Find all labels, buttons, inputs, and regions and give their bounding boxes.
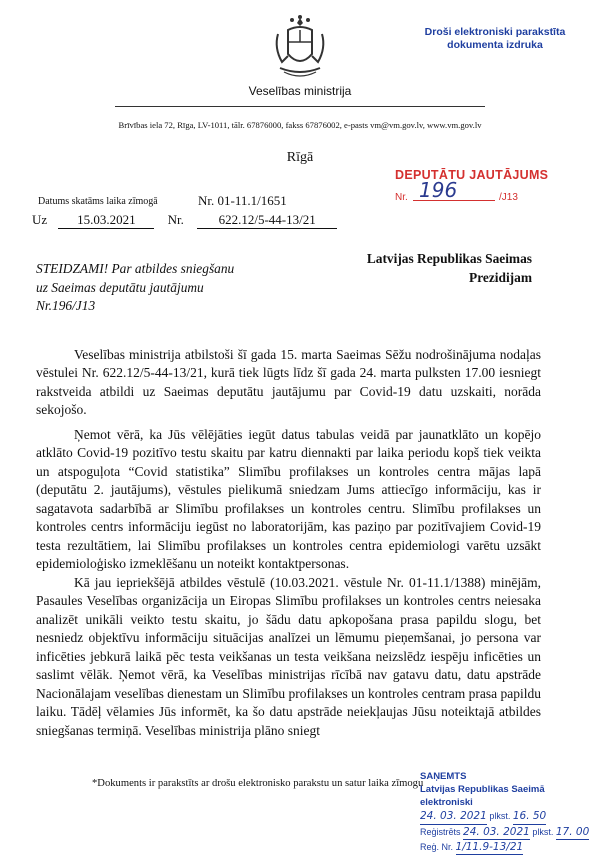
registered-date: 24. 03. 2021	[463, 825, 530, 840]
deputy-stamp-underline	[413, 200, 495, 201]
received-time: 16. 50	[513, 809, 546, 824]
subject-line3: Nr.196/J13	[36, 298, 96, 313]
body-paragraph-3: Kā jau iepriekšējā atbildes vēstulē (10.03.2021. vēstule Nr. 01-11.1/1388) minējām, Pasaules Veselības organizācija un Eiropas Slimību profilakses un kontroles centrs neiesaka analizēt unikāli veikto testu skaitu, jo šādu datu apkopošana prasa papildu slogu, bet nesniedz objektīvu informāciju situācijas analīzei un lēmumu pieņemšanai, jo persona var inficēties jebkurā laikā pēc testa veikšanas un testa veikšana neizslēdz iespēju inficēties un saslimt vēlāk. Ņemot vērā, ka Veselības ministrijas rīcībā nav gatavu datu, datu apstrāde Nacionālajam veselības dienestam un Slimību profilakses un kontroles centram prasa papildu laiku. Tādēļ vēlamies Jūs informēt, ka šo datu apstrāde neiekļaujas Jūsu noteiktajā atbildes sniegšanas termiņā. Veselības ministrija plāno sniegt	[36, 574, 541, 738]
deputy-stamp-number: 196	[419, 178, 458, 202]
received-title: SAŅEMTS	[420, 771, 467, 782]
date-label: Datums skatāms laika zīmogā	[38, 196, 158, 207]
body-paragraph-2: Ņemot vērā, ka Jūs vēlējāties iegūt datus tabulas veidā par jaunatklāto un kopējo atklāto Covid-19 pozitīvo testu skaitu par katru diennakti par laika periodu kopš tiek veikta un atspoguļota “Covid statistika” Slimību profilakses un kontroles centra mājas lapā (deputātu 2. jautājums), vēstules pielikumā sniedzam Jums attiecīgo informāciju, kas ir sagatavota sadarbībā ar Slimību profilakses un kontroles centru. Slimību profilakses un kontroles centrs informāciju iegūst no laboratorijām, kas paziņo par pozitīvajiem Covid-19 testa rezultātiem, lai Slimību profilakses un kontroles centra epidemiologi varētu uzsākt epidemioloģisko izmeklēšanu un noteikt kontaktpersonas.	[36, 426, 541, 572]
reference-number: 622.12/5-44-13/21	[197, 212, 337, 229]
subject-line1: STEIDZAMI! Par atbildes sniegšanu	[36, 261, 235, 276]
uz-label: Uz	[32, 212, 48, 227]
reference-row	[32, 212, 337, 229]
recipient-line1: Latvijas Republikas Saeimas	[366, 251, 532, 266]
esign-note: Droši elektroniski parakstīta dokumenta izdruka	[424, 26, 566, 52]
registered-time-label: plkst.	[532, 826, 554, 837]
footnote: *Dokuments ir parakstīts ar drošu elektronisko parakstu un satur laika zīmogu	[92, 778, 424, 789]
deputy-question-stamp	[395, 168, 570, 210]
deputy-stamp-suffix: /J13	[499, 192, 518, 203]
uz-date: 15.03.2021	[58, 212, 154, 229]
received-stamp	[420, 771, 600, 855]
registered-label: Reģistrēts	[420, 826, 461, 837]
header-divider	[115, 106, 485, 107]
letter-subject	[36, 260, 296, 316]
letter-body	[36, 346, 541, 740]
subject-line2: uz Saeimas deputātu jautājumu	[36, 279, 204, 295]
received-time-label: plkst.	[489, 811, 511, 822]
regnr-label: Reģ. Nr.	[420, 841, 454, 852]
body-paragraph-1: Veselības ministrija atbilstoši šī gada 15. marta Saeimas Sēžu nodrošinājuma nodaļas vēstulei Nr. 622.12/5-44-13/21, kurā tiek lūgts līdz šī gada 24. marta pulksten 17.00 iesniegt rakstveida atbildi uz Saeimas deputātu jautājumu par Covid-19 datu uzskaiti, norāda sekojošo.	[36, 347, 541, 418]
received-org: Latvijas Republikas Saeimā elektroniski	[420, 783, 545, 808]
nr-label: Nr.	[167, 212, 184, 227]
ministry-address: Brīvības iela 72, Rīga, LV-1011, tālr. 67876000, fakss 67876002, e-pasts vm@vm.gov.lv, www.vm.gov.lv	[118, 120, 482, 130]
received-date: 24. 03. 2021	[420, 809, 487, 824]
recipient-line2: Prezidijam	[469, 269, 532, 285]
deputy-stamp-title: DEPUTĀTU JAUTĀJUMS	[395, 168, 549, 182]
registered-time: 17. 00	[556, 825, 589, 840]
registration-number: Nr. 01-11.1/1651	[198, 193, 287, 208]
deputy-stamp-prefix: Nr.	[395, 192, 408, 203]
regnr-value: 1/11.9-13/21	[456, 840, 524, 855]
city-label: Rīgā	[286, 150, 314, 165]
ministry-name: Veselības ministrija	[248, 84, 352, 98]
coat-of-arms-logo	[272, 14, 328, 80]
recipient	[300, 250, 532, 288]
